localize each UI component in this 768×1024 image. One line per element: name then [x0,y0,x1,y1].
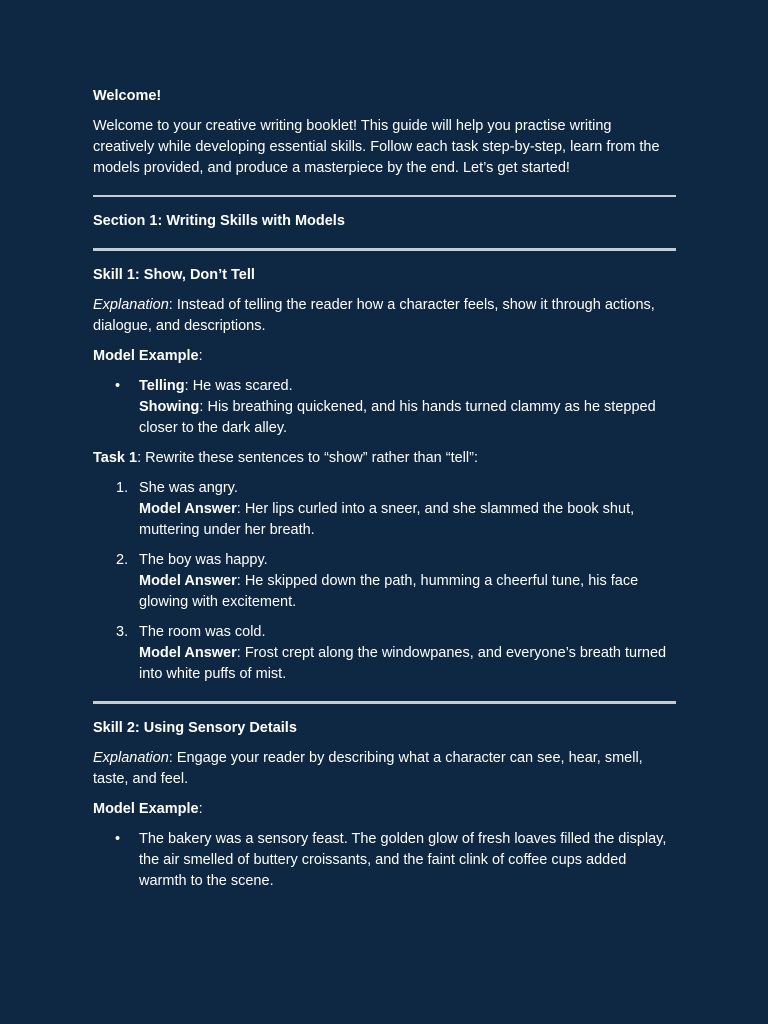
welcome-heading: Welcome! [93,88,162,104]
telling-label: Telling [139,378,185,394]
telling-line [139,376,676,397]
task-sentence: She was angry. [139,480,238,496]
list-item [93,550,676,613]
skill-1-explanation [93,295,676,337]
colon: : [198,348,203,364]
showing-text: : His breathing quickened, and his hands turned clammy as he stepped closer to the dark alley. [139,399,656,436]
bullet-icon: • [115,831,121,847]
model-answer [139,643,676,685]
task-1-text: : Rewrite these sentences to “show” rather than “tell”: [137,450,478,466]
skill-2-heading: Skill 2: Using Sensory Details [93,720,297,736]
booklet-page [93,0,676,892]
explanation-label: Explanation [93,750,169,766]
divider [93,195,676,197]
showing-line [139,397,676,439]
list-item [93,829,676,892]
model-answer-label: Model Answer [139,573,237,589]
sensory-example: The bakery was a sensory feast. The golden glow of fresh loaves filled the display, the air smelled of buttery croissants, and the faint clink of coffee cups added warmth to the scene. [139,831,667,889]
model-answer-text: : Frost crept along the windowpanes, and everyone’s breath turned into white puffs of mist. [139,645,667,682]
explanation-text: : Instead of telling the reader how a character feels, show it through actions, dialogue, and descriptions. [93,297,655,334]
showing-label: Showing [139,399,200,415]
model-answer-label: Model Answer [139,645,237,661]
item-number: 3. [116,624,129,640]
skill-2-explanation [93,748,676,790]
model-answer-label: Model Answer [139,501,237,517]
task-sentence: The boy was happy. [139,552,268,568]
skill-2-model-example-label [93,799,676,820]
divider [93,248,676,251]
model-example-label: Model Example [93,801,199,817]
model-answer-text: : Her lips curled into a sneer, and she slammed the book shut, muttering under her breath. [139,501,635,538]
explanation-text: : Engage your reader by describing what a character can see, hear, smell, taste, and feel. [93,750,643,787]
skill-1-heading: Skill 1: Show, Don’t Tell [93,267,255,283]
skill-2-model-list [93,829,676,892]
explanation-label: Explanation [93,297,169,313]
model-answer [139,571,676,613]
welcome-paragraph: Welcome to your creative writing booklet! This guide will help you practise writing creatively while developing essential skills. Follow each task step-by-step, learn from the models provided, and produce a masterpiece by the end. Let’s get started! [93,118,660,176]
item-number: 2. [116,552,129,568]
task-1-list [93,478,676,685]
list-item [93,376,676,439]
task-1-instruction [93,448,676,469]
bullet-icon: • [115,378,121,394]
skill-1-model-list [93,376,676,439]
task-sentence: The room was cold. [139,624,266,640]
model-answer-text: : He skipped down the path, humming a cheerful tune, his face glowing with excitement. [139,573,639,610]
list-item [93,622,676,685]
list-item [93,478,676,541]
skill-1-model-example-label [93,346,676,367]
colon: : [198,801,203,817]
telling-text: : He was scared. [184,378,293,394]
model-example-label: Model Example [93,348,199,364]
model-answer [139,499,676,541]
divider [93,701,676,704]
task-1-label: Task 1 [93,450,138,466]
section-1-heading: Section 1: Writing Skills with Models [93,213,345,229]
item-number: 1. [116,480,129,496]
